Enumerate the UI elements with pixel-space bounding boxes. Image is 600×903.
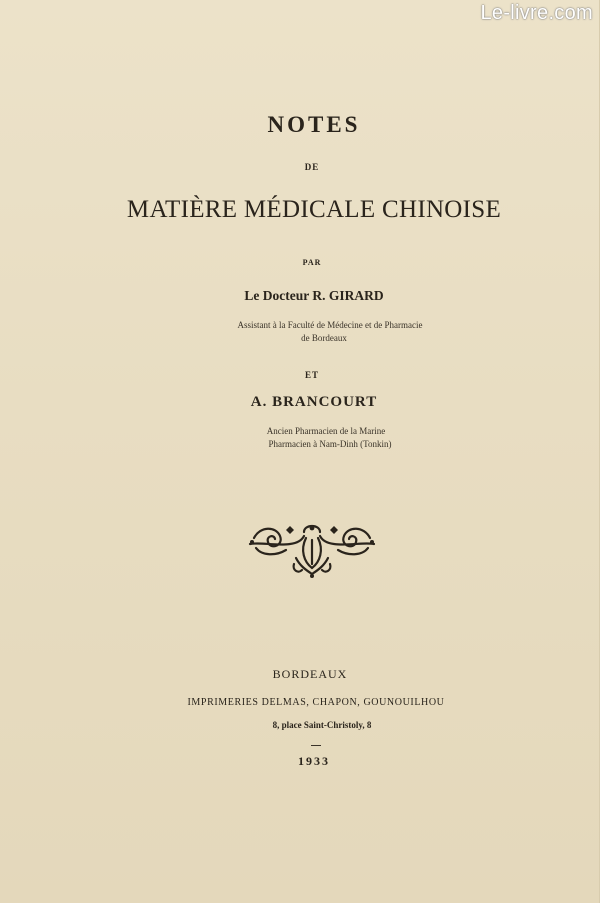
title-notes: NOTES — [267, 112, 361, 137]
separator-dash — [311, 745, 321, 746]
author-1-affiliation-line-1: Assistant à la Faculté de Médecine et de Pharmacie — [237, 320, 423, 330]
printer-name: IMPRIMERIES DELMAS, CHAPON, GOUNOUILHOU — [187, 697, 445, 708]
author-2-affiliation-line-2: Pharmacien à Nam-Dinh (Tonkin) — [268, 439, 392, 449]
printer-address: 8, place Saint-Christoly, 8 — [272, 720, 372, 730]
author-2-affiliation-line-1: Ancien Pharmacien de la Marine — [266, 426, 386, 436]
and-label: ET — [304, 370, 319, 380]
publication-year: 1933 — [298, 754, 330, 768]
by-label: PAR — [302, 258, 322, 267]
floral-ornament-icon — [246, 518, 378, 580]
title-de: DE — [304, 162, 320, 172]
author-1-affiliation-line-2: de Bordeaux — [301, 333, 347, 343]
author-1-name: Le Docteur R. GIRARD — [244, 288, 384, 303]
author-2-name: A. BRANCOURT — [250, 394, 378, 410]
page-title: MATIÈRE MÉDICALE CHINOISE — [126, 196, 502, 223]
watermark: Le-livre.com — [480, 2, 593, 24]
publication-place: BORDEAUX — [272, 667, 348, 681]
